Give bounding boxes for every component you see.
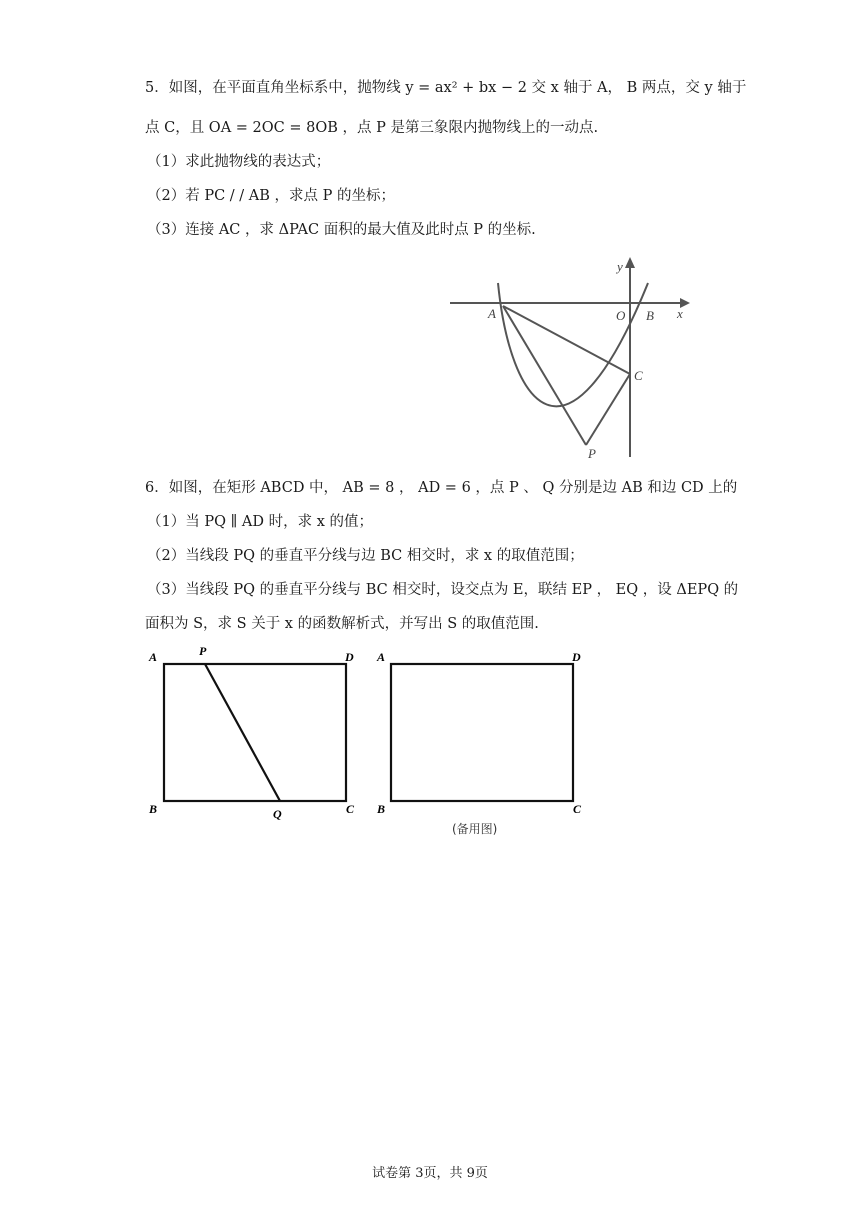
q6-line1: 6．如图，在矩形 ABCD 中， AB = 8 ， AD = 6 ，点 P 、 Q 分别是边 AB 和边 CD 上的 bbox=[145, 480, 738, 496]
label-A: A bbox=[488, 306, 496, 321]
label-D: D bbox=[572, 650, 581, 664]
q5-parabola-figure bbox=[448, 255, 696, 465]
label-C: C bbox=[346, 802, 355, 816]
rectangle-ABCD bbox=[164, 664, 346, 801]
label-C: C bbox=[634, 368, 643, 383]
segment-AP bbox=[503, 306, 586, 445]
label-O: O bbox=[616, 308, 626, 323]
rectangle-ABCD-backup bbox=[391, 664, 573, 801]
label-x: x bbox=[677, 306, 683, 321]
segment-AC bbox=[503, 306, 630, 374]
q5-part1: （1）求此抛物线的表达式； bbox=[147, 154, 331, 170]
label-y: y bbox=[617, 259, 623, 274]
y-axis-arrow bbox=[625, 257, 635, 268]
q5-part3: （3）连接 AC ，求 ΔPAC 面积的最大值及此时点 P 的坐标. bbox=[147, 222, 536, 238]
label-D: D bbox=[345, 650, 354, 664]
q6-part1: （1）当 PQ ∥ AD 时，求 x 的值； bbox=[147, 514, 373, 530]
label-B: B bbox=[377, 802, 386, 816]
q5-part2: （2）若 PC / / AB ，求点 P 的坐标； bbox=[147, 188, 395, 204]
page-footer: 试卷第 3页，共 9页 bbox=[372, 1166, 488, 1181]
q6-part3b: 面积为 S，求 S 关于 x 的函数解析式，并写出 S 的取值范围. bbox=[145, 616, 539, 632]
label-P: P bbox=[199, 644, 207, 658]
q5-line2: 点 C，且 OA = 2OC = 8OB ，点 P 是第三象限内抛物线上的一动点. bbox=[145, 120, 599, 136]
label-A: A bbox=[377, 650, 386, 664]
label-P: P bbox=[588, 446, 596, 461]
label-B: B bbox=[646, 308, 654, 323]
q5-line1: 5．如图，在平面直角坐标系中，抛物线 y = ax² + bx − 2 交 x 轴于 A， B 两点，交 y 轴于 bbox=[145, 80, 747, 96]
label-A: A bbox=[149, 650, 158, 664]
parabola-curve bbox=[498, 283, 648, 406]
q6-part3a: （3）当线段 PQ 的垂直平分线与 BC 相交时，设交点为 E，联结 EP ， EQ ，设 ΔEPQ 的 bbox=[147, 582, 739, 598]
q6-rectangle-figure bbox=[145, 642, 370, 824]
label-Q: Q bbox=[273, 807, 282, 821]
q6-backup-figure bbox=[372, 642, 597, 842]
segment-PQ bbox=[205, 664, 280, 801]
label-B: B bbox=[149, 802, 158, 816]
backup-caption: (备用图) bbox=[452, 822, 498, 836]
q6-part2: （2）当线段 PQ 的垂直平分线与边 BC 相交时，求 x 的取值范围； bbox=[147, 548, 584, 564]
label-C: C bbox=[573, 802, 582, 816]
